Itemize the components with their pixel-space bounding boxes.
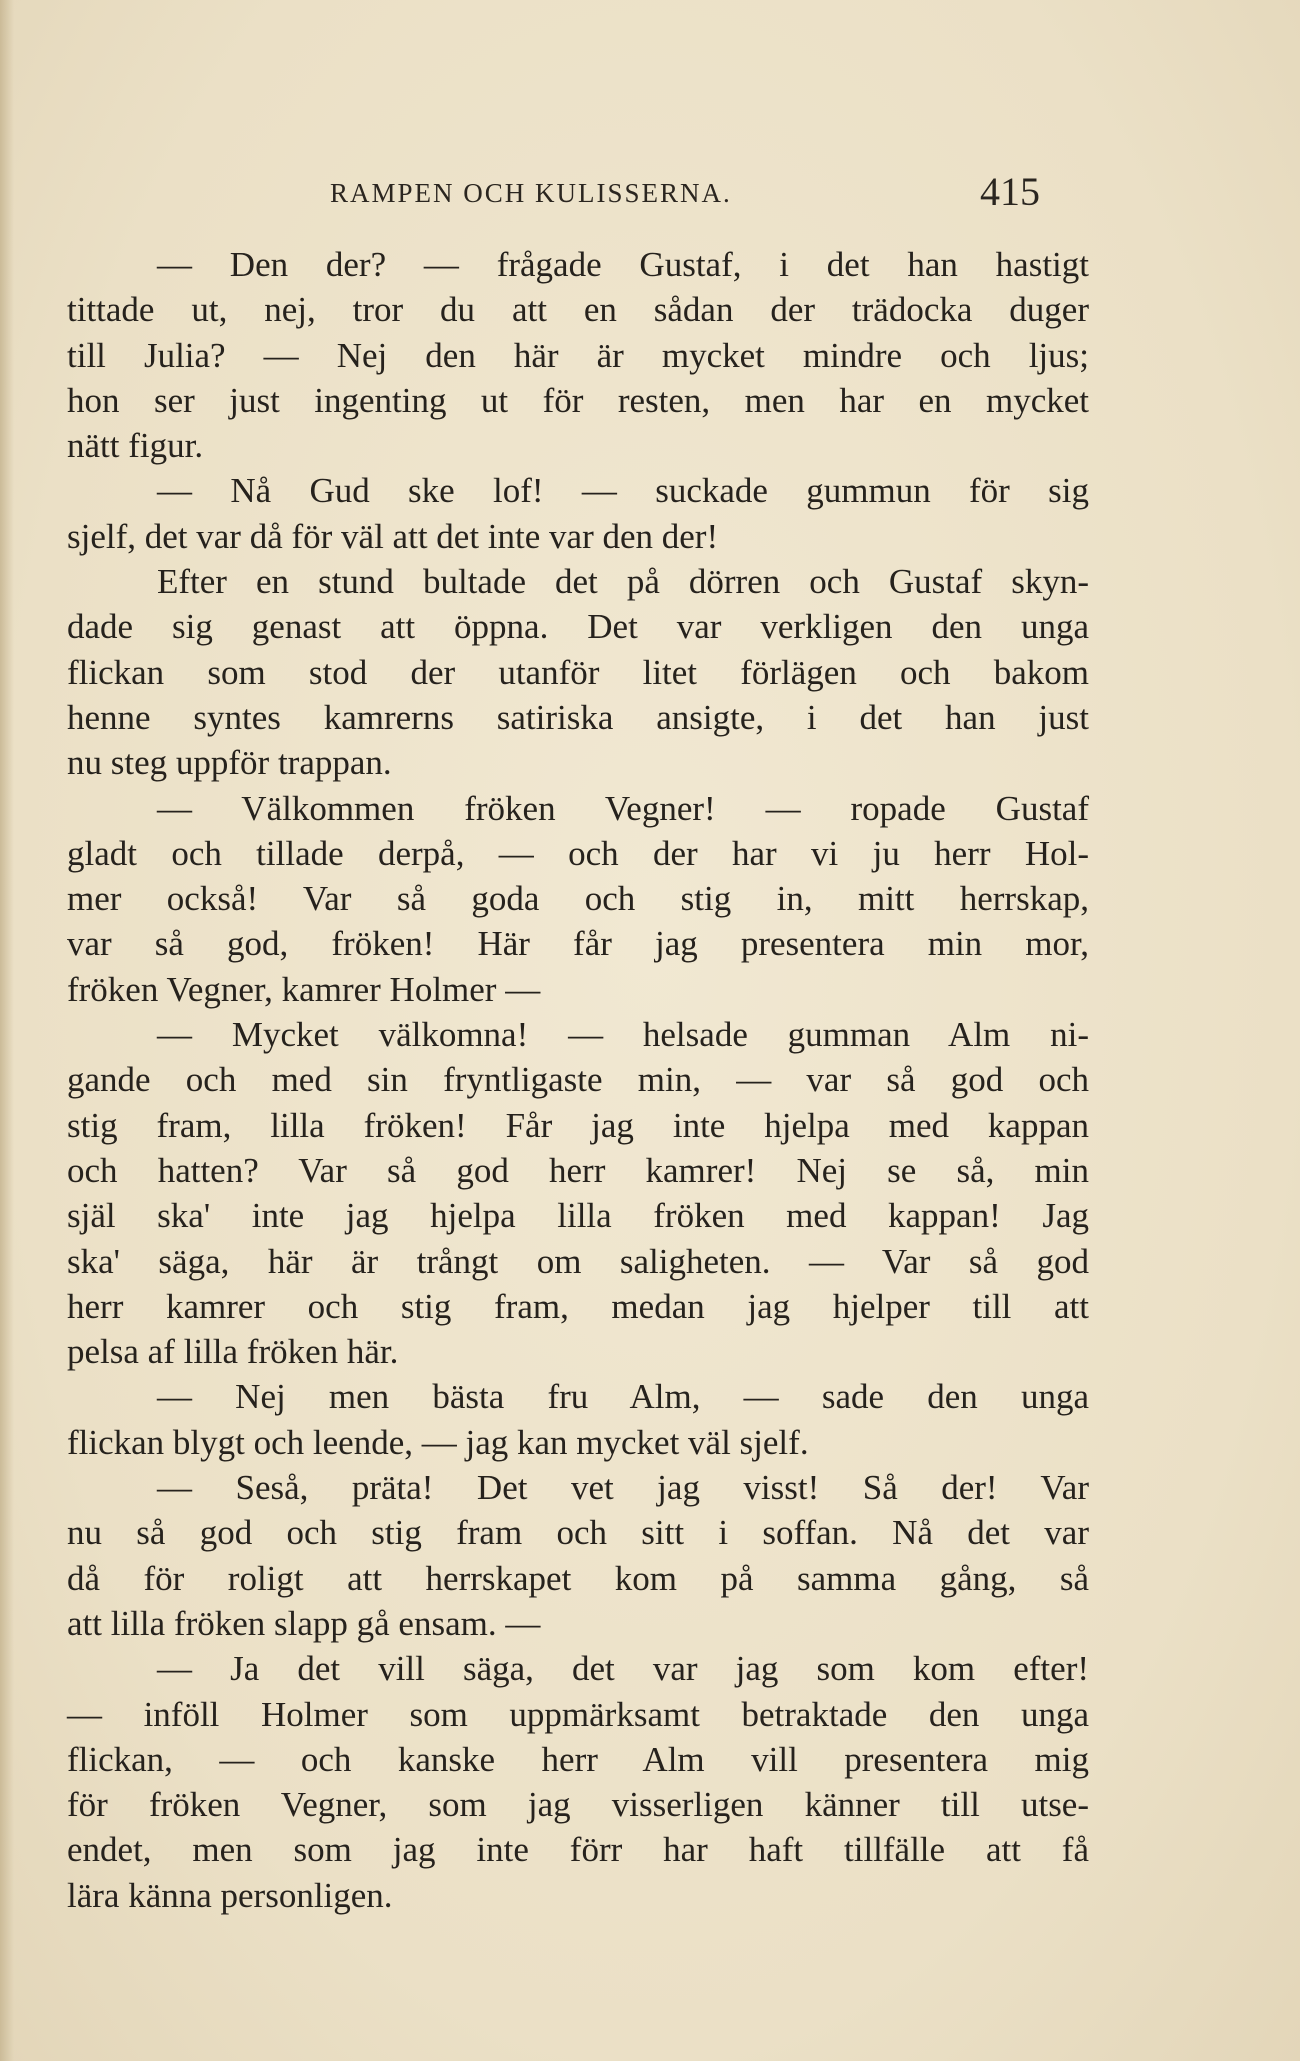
text-line: att lilla fröken slapp gå ensam. — bbox=[67, 1603, 541, 1643]
text-line: nu så god och stig fram och sitt i soffan. Nå det var bbox=[67, 1513, 1089, 1553]
text-line: fröken Vegner, kamrer Holmer — bbox=[67, 969, 541, 1009]
text-line: mer också! Var så goda och stig in, mitt herrskap, bbox=[67, 879, 1089, 919]
text-line: hon ser just ingenting ut för resten, men har en mycket bbox=[67, 380, 1089, 420]
text-line: Efter en stund bultade det på dörren och Gustaf skyn- bbox=[157, 562, 1089, 602]
text-line: herr kamrer och stig fram, medan jag hjelper till att bbox=[67, 1286, 1089, 1326]
text-line: och hatten? Var så god herr kamrer! Nej se så, min bbox=[67, 1150, 1089, 1190]
text-line: flickan som stod der utanför litet förlägen och bakom bbox=[67, 652, 1089, 692]
text-line: — Mycket välkomna! — helsade gumman Alm ni- bbox=[157, 1015, 1089, 1055]
text-line: flickan blygt och leende, — jag kan mycket väl sjelf. bbox=[67, 1422, 809, 1462]
text-line: pelsa af lilla fröken här. bbox=[67, 1332, 399, 1372]
text-line: stig fram, lilla fröken! Får jag inte hjelpa med kappan bbox=[67, 1105, 1089, 1145]
page-header bbox=[330, 168, 1040, 220]
text-line: henne syntes kamrerns satiriska ansigte, i det han just bbox=[67, 697, 1089, 737]
text-line: lära känna personligen. bbox=[67, 1875, 393, 1915]
text-line: gladt och tillade derpå, — och der har vi ju herr Hol- bbox=[67, 833, 1089, 873]
text-line: själ ska' inte jag hjelpa lilla fröken med kappan! Jag bbox=[67, 1196, 1089, 1236]
body-text bbox=[67, 242, 1089, 1918]
text-line: var så god, fröken! Här får jag presentera min mor, bbox=[67, 924, 1089, 964]
text-line: nu steg uppför trappan. bbox=[67, 743, 392, 783]
text-line: tittade ut, nej, tror du att en sådan der trädocka duger bbox=[67, 290, 1089, 330]
text-line: då för roligt att herrskapet kom på samma gång, så bbox=[67, 1558, 1089, 1598]
page-number: 415 bbox=[980, 169, 1040, 214]
text-line: — Nå Gud ske lof! — suckade gummun för sig bbox=[157, 471, 1089, 511]
running-title: RAMPEN OCH KULISSERNA. bbox=[330, 178, 732, 208]
text-line: — Ja det vill säga, det var jag som kom efter! bbox=[157, 1649, 1089, 1689]
text-line: dade sig genast att öppna. Det var verkligen den unga bbox=[67, 607, 1089, 647]
text-line: — Välkommen fröken Vegner! — ropade Gustaf bbox=[157, 788, 1089, 828]
text-line: till Julia? — Nej den här är mycket mindre och ljus; bbox=[67, 335, 1089, 375]
text-line: — Seså, präta! Det vet jag visst! Så der! Var bbox=[157, 1468, 1089, 1508]
text-line: för fröken Vegner, som jag visserligen känner till utse- bbox=[67, 1785, 1089, 1825]
text-line: flickan, — och kanske herr Alm vill presentera mig bbox=[67, 1739, 1089, 1779]
text-line: — Nej men bästa fru Alm, — sade den unga bbox=[157, 1377, 1089, 1417]
text-line: sjelf, det var då för väl att det inte var den der! bbox=[67, 516, 719, 556]
text-line: ska' säga, här är trångt om saligheten. — Var så god bbox=[67, 1241, 1089, 1281]
text-line: nätt figur. bbox=[67, 426, 204, 466]
page-gutter-shadow bbox=[0, 0, 14, 2061]
text-line: — inföll Holmer som uppmärksamt betraktade den unga bbox=[67, 1694, 1089, 1734]
text-line: — Den der? — frågade Gustaf, i det han hastigt bbox=[157, 245, 1089, 284]
text-line: endet, men som jag inte förr har haft tillfälle att få bbox=[67, 1830, 1089, 1870]
text-line: gande och med sin fryntligaste min, — var så god och bbox=[67, 1060, 1089, 1100]
